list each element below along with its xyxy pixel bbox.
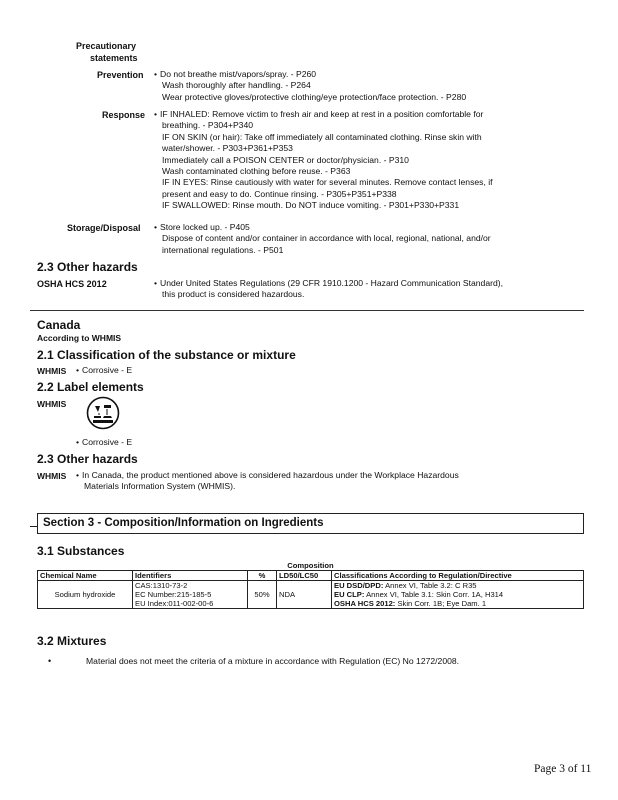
column-header: LD50/LC50 <box>277 571 332 581</box>
classifications-cell <box>332 581 584 609</box>
response-line: IF IN EYES: Rinse cautiously with water for several minutes. Remove contact lenses, if <box>162 177 493 188</box>
regulation-name: OSHA HCS 2012: <box>334 599 396 608</box>
storage-label: Storage/Disposal <box>67 223 141 233</box>
table-row <box>38 581 584 609</box>
prevention-line: Wear protective gloves/protective clothing/eye protection/face protection. - P280 <box>162 91 467 102</box>
classification-line <box>334 599 581 608</box>
substances-heading: 3.1 Substances <box>37 544 125 558</box>
composition-table <box>37 561 584 609</box>
regulation-value: Skin Corr. 1B; Eye Dam. 1 <box>395 599 487 608</box>
storage-line: international regulations. - P501 <box>162 244 284 255</box>
chemical-name: Sodium hydroxide <box>38 581 133 609</box>
storage-line: Dispose of content and/or container in accordance with local, regional, national, and/or <box>162 233 491 244</box>
response-statements <box>154 109 493 212</box>
response-line: Wash contaminated clothing before reuse. - P363 <box>162 166 351 177</box>
response-line: IF ON SKIN (or hair): Take off immediately all contaminated clothing. Rinse skin with <box>162 131 482 142</box>
whmis-classification: • Corrosive - E <box>76 365 132 376</box>
canada-subtitle: According to WHMIS <box>37 333 122 343</box>
identifier: CAS:1310-73-2 <box>135 581 188 590</box>
section3-title: Section 3 - Composition/Information on Ingredients <box>43 517 324 529</box>
response-line: • IF INHALED: Remove victim to fresh air and keep at rest in a position comfortable for <box>154 109 493 120</box>
regulation-value: Annex VI, Table 3.1: Skin Corr. 1A, H314 <box>364 590 504 599</box>
mixtures-text: Material does not meet the criteria of a mixture in accordance with Regulation (EC) No 1272/2008. <box>86 656 460 666</box>
response-line: IF SWALLOWED: Rinse mouth. Do NOT induce vomiting. - P301+P330+P331 <box>162 200 460 211</box>
classification-line <box>334 581 581 590</box>
prevention-statements <box>154 69 466 103</box>
storage-statements <box>154 222 491 256</box>
table-header-row <box>38 571 584 581</box>
response-line: breathing. - P304+P340 <box>162 120 254 131</box>
column-header: Chemical Name <box>38 571 133 581</box>
table-group-header: Composition <box>38 561 584 571</box>
column-header: % <box>248 571 277 581</box>
bullet-icon: • <box>48 656 52 666</box>
prevention-line: • Do not breathe mist/vapors/spray. - P260 <box>154 69 466 80</box>
identifiers-cell <box>133 581 248 609</box>
classification-heading: 2.1 Classification of the substance or mixture <box>37 348 296 362</box>
osha-statement <box>154 278 503 301</box>
whmis-label: WHMIS <box>37 366 67 376</box>
regulation-name: EU DSD/DPD: <box>334 581 384 590</box>
page-number: Page 3 of 11 <box>534 763 592 775</box>
label-classification: • Corrosive - E <box>76 437 132 448</box>
table-group-header-row <box>38 561 584 571</box>
other-hazards-heading: 2.3 Other hazards <box>37 260 138 274</box>
divider <box>30 310 584 311</box>
column-header: Identifiers <box>133 571 248 581</box>
identifier: EU Index:011-002-00-6 <box>135 599 214 608</box>
canada-other-label: WHMIS <box>37 471 67 481</box>
column-header: Classifications According to Regulation/Directive <box>332 571 584 581</box>
canada-other-line: • In Canada, the product mentioned above is considered hazardous under the Workplace Hazardous <box>76 470 459 481</box>
response-line: water/shower. - P303+P361+P353 <box>162 143 293 154</box>
response-label: Response <box>102 110 146 120</box>
canada-other-hazards-heading: 2.3 Other hazards <box>37 452 138 466</box>
response-line: present and easy to do. Continue rinsing. - P305+P351+P338 <box>162 188 397 199</box>
precautionary-heading: Precautionary <box>76 41 137 51</box>
ld50-cell: NDA <box>277 581 332 609</box>
classification-line <box>334 590 581 599</box>
precautionary-heading-2: statements <box>90 53 138 63</box>
prevention-label: Prevention <box>97 70 144 80</box>
label-elements-heading: 2.2 Label elements <box>37 380 144 394</box>
label-whmis: WHMIS <box>37 399 67 409</box>
storage-line: • Store locked up. - P405 <box>154 222 491 233</box>
osha-line: this product is considered hazardous. <box>162 289 305 300</box>
divider <box>30 526 38 527</box>
osha-line: • Under United States Regulations (29 CFR 1910.1200 - Hazard Communication Standard), <box>154 278 503 289</box>
canada-other-line: Materials Information System (WHMIS). <box>84 481 236 492</box>
response-line: Immediately call a POISON CENTER or doctor/physician. - P310 <box>162 154 409 165</box>
regulation-value: Annex VI, Table 3.2: C R35 <box>383 581 477 590</box>
canada-title: Canada <box>37 318 81 332</box>
percent-cell: 50% <box>248 581 277 609</box>
canada-other-statement <box>76 470 459 493</box>
mixtures-heading: 3.2 Mixtures <box>37 634 107 648</box>
osha-label: OSHA HCS 2012 <box>37 279 107 289</box>
section3-header-box <box>37 513 584 534</box>
identifier: EC Number:215-185-5 <box>135 590 212 599</box>
corrosive-symbol-icon <box>86 396 120 430</box>
prevention-line: Wash thoroughly after handling. - P264 <box>162 80 311 91</box>
regulation-name: EU CLP: <box>334 590 365 599</box>
